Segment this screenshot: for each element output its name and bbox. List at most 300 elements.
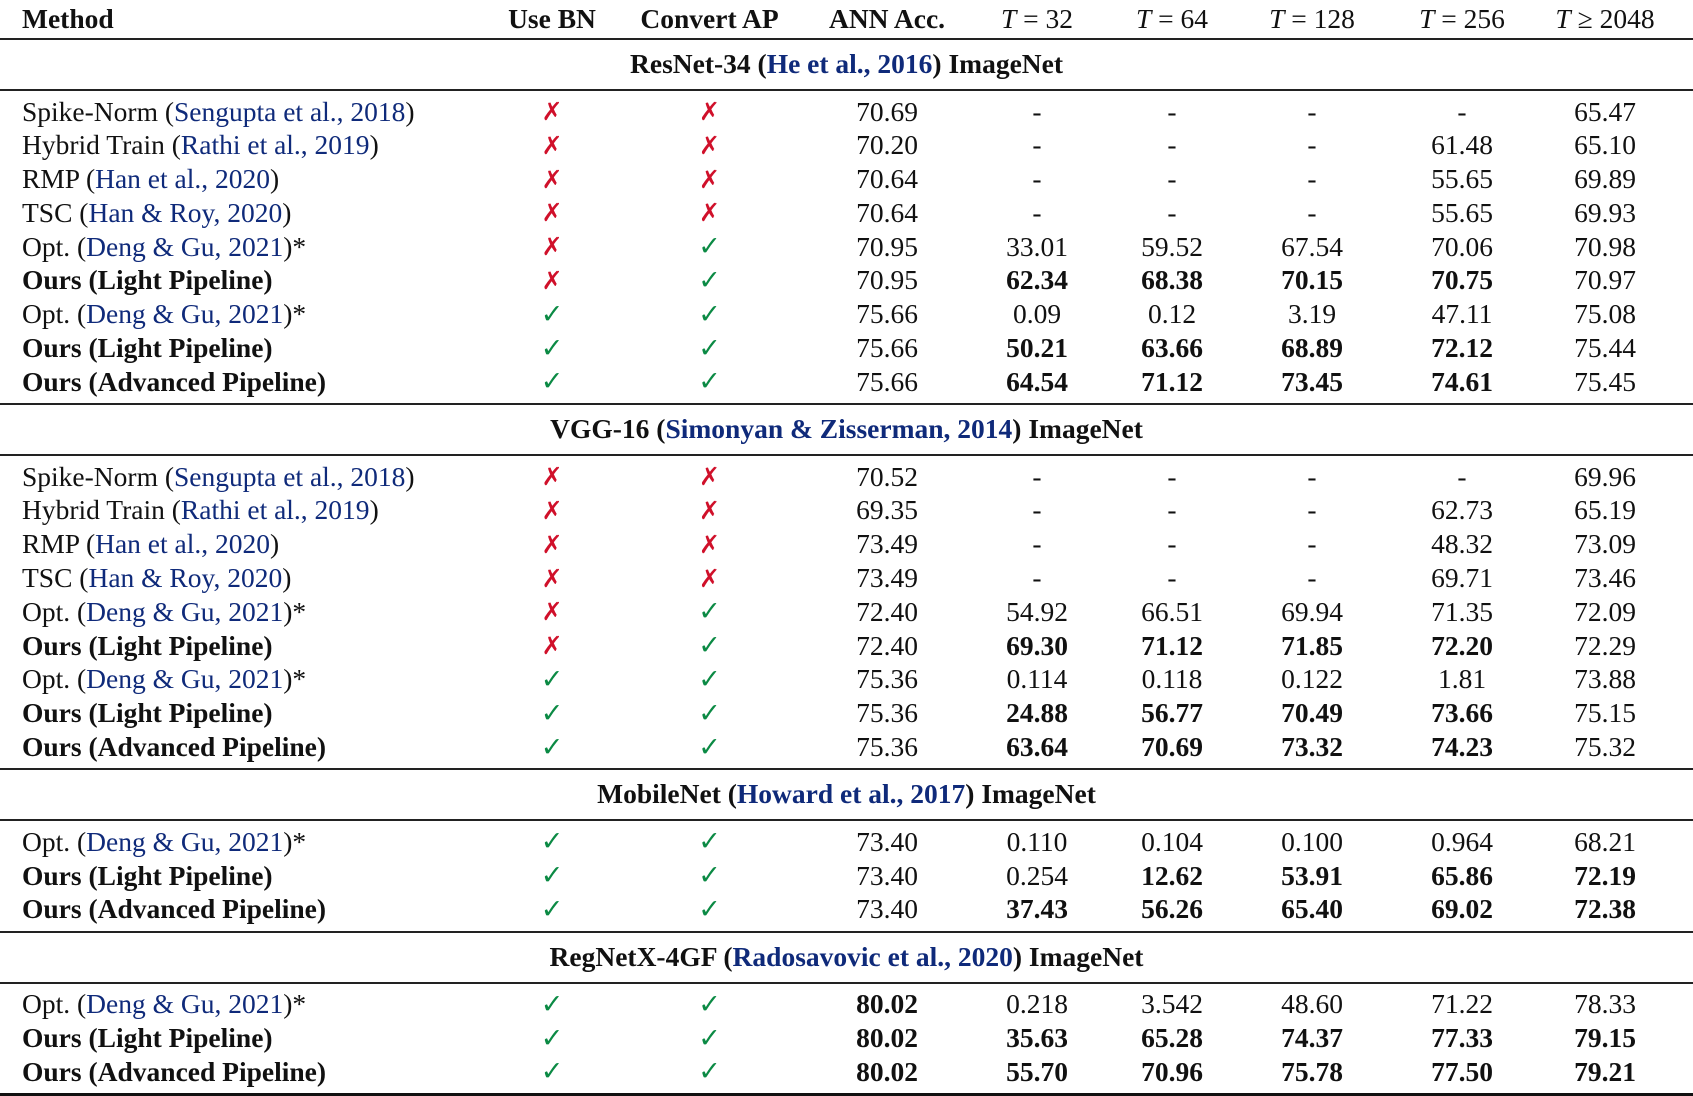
t64-cell: 56.77 [1141,697,1203,729]
t2048-cell: 70.98 [1574,230,1636,262]
use-bn-cell [492,893,612,932]
convert-ap-cell [612,332,807,366]
table-row [0,196,1693,230]
t64-cell: 56.26 [1141,893,1203,925]
cross-icon: ✗ [699,563,720,593]
method-name: Ours (Light Pipeline) [22,264,273,296]
t64-cell: - [1167,460,1177,492]
convert-ap-cell [612,230,807,264]
citation-link[interactable]: Deng & Gu, 2021 [86,663,284,695]
t32-cell: - [1032,163,1042,195]
method-suffix: ) [282,196,292,228]
convert-ap-cell [612,163,807,197]
header-t2048: T ≥ 2048 [1555,3,1655,35]
convert-ap-cell [612,365,807,404]
citation-link[interactable]: Han et al., 2020 [95,528,270,560]
t64-cell: - [1167,163,1177,195]
use-bn-cell [492,298,612,332]
check-icon: ✓ [698,264,721,296]
check-icon: ✓ [540,1022,564,1054]
method-cell [0,332,492,366]
method-cell [0,859,492,893]
use-bn-cell [492,859,612,893]
check-icon: ✓ [698,596,721,628]
cross-icon: ✗ [541,529,563,559]
method-name: Ours (Light Pipeline) [22,1022,273,1054]
use-bn-cell [492,494,612,528]
use-bn-cell [492,1055,612,1094]
t64-cell: 68.38 [1141,264,1203,296]
method-name: Opt. ( [22,595,87,627]
t2048-cell: 79.21 [1537,1055,1693,1094]
cross-icon: ✗ [541,265,563,295]
use-bn-cell [492,455,612,494]
cross-icon: ✗ [541,130,563,160]
citation-link[interactable]: He et al., 2016 [766,48,933,80]
citation-link[interactable]: Han et al., 2020 [95,163,270,195]
method-cell [0,163,492,197]
use-bn-cell [492,365,612,404]
convert-ap-cell [612,264,807,298]
table-row [0,983,1693,1022]
cross-icon: ✗ [699,495,720,525]
method-cell [0,983,492,1022]
check-icon: ✓ [698,893,721,925]
method-suffix: ) [405,460,415,492]
acc-cell: 70.64 [856,196,918,228]
t256-cell: 47.11 [1431,298,1493,330]
check-icon: ✓ [540,826,564,858]
convert-ap-cell [612,90,807,129]
convert-ap-cell [612,1022,807,1056]
t64-cell: 63.66 [1141,332,1203,364]
t256-cell: 72.20 [1431,629,1493,661]
check-icon: ✓ [698,231,721,263]
method-suffix: ) [282,562,292,594]
method-name: Spike-Norm ( [22,95,174,127]
method-suffix: )* [283,230,307,262]
convert-ap-cell [612,455,807,494]
method-suffix: ) [369,129,379,161]
t32-cell: - [1032,460,1042,492]
section-dataset: ) ImageNet [1012,413,1143,445]
t128-cell: 69.94 [1281,595,1343,627]
t64-cell: - [1167,528,1177,560]
method-name: Opt. ( [22,825,87,857]
method-cell [0,494,492,528]
check-icon: ✓ [698,663,721,695]
method-name: RMP ( [22,528,96,560]
convert-ap-cell [612,1055,807,1094]
t128-cell: - [1307,95,1317,127]
citation-link[interactable]: Deng & Gu, 2021 [86,825,284,857]
t256-cell: 74.61 [1431,365,1493,397]
citation-link[interactable]: Radosavovic et al., 2020 [732,940,1013,972]
section-header [0,932,1693,983]
t2048-cell: 69.93 [1574,196,1636,228]
t128-cell: 73.45 [1281,365,1343,397]
cross-icon: ✗ [541,462,563,492]
use-bn-cell [492,264,612,298]
convert-ap-cell [612,629,807,663]
citation-link[interactable]: Deng & Gu, 2021 [86,230,284,262]
use-bn-cell [492,595,612,629]
table-row [0,90,1693,129]
use-bn-cell [492,820,612,859]
t2048-cell: 75.08 [1574,298,1636,330]
t2048-cell: 65.47 [1574,95,1636,127]
table-row [0,562,1693,596]
cross-icon: ✗ [699,164,720,194]
check-icon: ✓ [540,860,564,892]
convert-ap-cell [612,663,807,697]
convert-ap-cell [612,196,807,230]
cross-icon: ✗ [541,563,563,593]
t64-cell: 0.12 [1147,298,1197,330]
check-icon: ✓ [540,988,564,1020]
acc-cell: 75.66 [856,365,918,397]
section-dataset: ) ImageNet [932,48,1063,80]
method-name: Ours (Light Pipeline) [22,332,273,364]
header-t32: T = 32 [1000,3,1074,35]
section-model: RegNetX-4GF ( [549,940,733,972]
use-bn-cell [492,663,612,697]
table-row [0,859,1693,893]
method-suffix: )* [283,825,307,857]
check-icon: ✓ [540,366,564,398]
t64-cell: - [1167,95,1177,127]
cross-icon: ✗ [541,97,563,126]
acc-cell: 70.95 [856,230,918,262]
method-cell [0,129,492,163]
t64-cell: 71.12 [1141,365,1203,397]
section-model: MobileNet ( [597,778,737,810]
table-row [0,129,1693,163]
use-bn-cell [492,562,612,596]
t256-cell: - [1457,95,1467,127]
t32-cell: 24.88 [1006,697,1068,729]
acc-cell: 70.20 [856,129,918,161]
t2048-cell: 73.09 [1574,528,1636,560]
t32-cell: 33.01 [1006,230,1068,262]
convert-ap-cell [612,129,807,163]
use-bn-cell [492,1022,612,1056]
method-suffix: )* [283,298,307,330]
table-body [0,39,1693,1095]
method-name: Ours (Light Pipeline) [22,859,273,891]
header-use-bn: Use BN [508,3,596,35]
t64-cell: - [1167,562,1177,594]
t32-cell: 0.09 [1012,298,1062,330]
t64-cell: - [1167,494,1177,526]
acc-cell: 72.40 [856,595,918,627]
acc-cell: 75.66 [856,332,918,364]
acc-cell: 70.69 [856,95,918,127]
method-cell [0,365,492,404]
acc-cell: 70.52 [856,460,918,492]
header-t128: T = 128 [1269,3,1355,35]
citation-link[interactable]: Sengupta et al., 2018 [174,95,406,127]
acc-cell: 69.35 [856,494,918,526]
t64-cell: 0.118 [1141,663,1203,695]
t128-cell: 73.32 [1281,731,1343,763]
t256-cell: 69.02 [1431,893,1493,925]
acc-cell: 73.49 [856,528,918,560]
check-icon: ✓ [698,1022,721,1054]
method-cell [0,893,492,932]
check-icon: ✓ [698,826,721,858]
table-row [0,893,1693,932]
method-suffix: ) [369,494,379,526]
section-header [0,39,1693,90]
citation-link[interactable]: Deng & Gu, 2021 [86,988,284,1020]
t256-cell: 77.33 [1431,1022,1493,1054]
t2048-cell: 75.15 [1574,697,1636,729]
method-name: TSC ( [22,562,89,594]
convert-ap-cell [612,528,807,562]
method-cell [0,629,492,663]
t2048-cell: 79.15 [1574,1022,1636,1054]
t32-cell: 64.54 [1006,365,1068,397]
table-row [0,697,1693,731]
convert-ap-cell [612,820,807,859]
acc-cell: 75.36 [856,731,918,763]
t2048-cell: 69.96 [1574,460,1636,492]
table-row [0,595,1693,629]
method-name: Ours (Advanced Pipeline) [22,1055,327,1087]
acc-cell: 75.36 [856,663,918,695]
method-name: Opt. ( [22,230,87,262]
check-icon: ✓ [540,1056,564,1088]
t2048-cell: 70.97 [1574,264,1636,296]
method-name: Hybrid Train ( [22,494,181,526]
t128-cell: - [1307,196,1317,228]
t256-cell: 71.22 [1431,988,1493,1020]
convert-ap-cell [612,494,807,528]
section-model: ResNet-34 ( [630,48,767,80]
t128-cell: 67.54 [1281,230,1343,262]
t256-cell: 69.71 [1431,562,1493,594]
t32-cell: - [1032,196,1042,228]
t32-cell: 69.30 [1006,629,1068,661]
check-icon: ✓ [698,988,721,1020]
use-bn-cell [492,629,612,663]
method-cell [0,562,492,596]
citation-link[interactable]: Sengupta et al., 2018 [174,460,406,492]
section-header [0,769,1693,820]
acc-cell: 80.02 [856,1022,918,1054]
citation-link[interactable]: Han & Roy, 2020 [88,196,283,228]
convert-ap-cell [612,859,807,893]
method-cell [0,595,492,629]
table-row [0,264,1693,298]
header-t256: T = 256 [1419,3,1505,35]
table-row [0,528,1693,562]
check-icon: ✓ [540,893,564,925]
t2048-cell: 75.44 [1574,332,1636,364]
convert-ap-cell [612,983,807,1022]
check-icon: ✓ [540,332,564,364]
t128-cell: 0.100 [1281,825,1343,857]
t256-cell: 74.23 [1431,731,1493,763]
t128-cell: 3.19 [1287,298,1337,330]
section-dataset: ) ImageNet [965,778,1096,810]
cross-icon: ✗ [541,495,563,525]
t128-cell: - [1307,163,1317,195]
t256-cell: - [1457,460,1467,492]
table-row [0,820,1693,859]
method-cell [0,663,492,697]
method-cell [0,731,492,770]
cross-icon: ✗ [699,529,720,559]
convert-ap-cell [612,893,807,932]
method-name: Opt. ( [22,988,87,1020]
t2048-cell: 72.38 [1574,893,1636,925]
header-row [0,0,1693,39]
acc-cell: 70.95 [856,264,918,296]
table-row [0,365,1693,404]
use-bn-cell [492,983,612,1022]
t128-cell: 70.49 [1281,697,1343,729]
method-cell [0,528,492,562]
method-suffix: )* [283,988,307,1020]
t64-cell: - [1167,196,1177,228]
method-cell [0,1055,492,1094]
use-bn-cell [492,332,612,366]
t128-cell: - [1307,528,1317,560]
t32-cell: 62.34 [1006,264,1068,296]
t256-cell: 55.65 [1431,163,1493,195]
citation-link[interactable]: Rathi et al., 2019 [180,129,370,161]
use-bn-cell [492,528,612,562]
t64-cell: 12.62 [1141,859,1203,891]
t32-cell: 0.218 [1006,988,1068,1020]
t32-cell: 0.114 [1006,663,1068,695]
method-name: Opt. ( [22,663,87,695]
acc-cell: 73.40 [856,893,918,925]
t32-cell: 55.70 [967,1055,1107,1094]
header-ann-acc: ANN Acc. [828,3,946,35]
method-name: Ours (Light Pipeline) [22,629,273,661]
t128-cell: - [1307,494,1317,526]
section-dataset: ) ImageNet [1012,940,1144,972]
t64-cell: 3.542 [1141,988,1203,1020]
use-bn-cell [492,90,612,129]
t32-cell: 54.92 [1006,595,1068,627]
check-icon: ✓ [698,1056,721,1088]
use-bn-cell [492,196,612,230]
check-icon: ✓ [698,731,721,763]
citation-link[interactable]: Rathi et al., 2019 [180,494,370,526]
method-name: Ours (Advanced Pipeline) [22,731,327,763]
table-row [0,1055,1693,1094]
method-cell [0,264,492,298]
convert-ap-cell [612,562,807,596]
citation-link[interactable]: Deng & Gu, 2021 [86,298,284,330]
t128-cell: 65.40 [1281,893,1343,925]
cross-icon: ✗ [699,462,720,492]
t128-cell: 75.78 [1237,1055,1387,1094]
acc-cell: 75.66 [856,298,918,330]
method-name: Ours (Advanced Pipeline) [22,365,327,397]
check-icon: ✓ [698,366,721,398]
t128-cell: 0.122 [1281,663,1343,695]
t128-cell: 53.91 [1281,859,1343,891]
t256-cell: 73.66 [1431,697,1493,729]
check-icon: ✓ [540,731,564,763]
section-title [0,769,1693,820]
use-bn-cell [492,163,612,197]
citation-link[interactable]: Howard et al., 2017 [736,778,966,810]
method-name: TSC ( [22,196,89,228]
t32-cell: 63.64 [1006,731,1068,763]
citation-link[interactable]: Simonyan & Zisserman, 2014 [665,413,1013,445]
method-name: Ours (Advanced Pipeline) [22,893,327,925]
t64-cell: 66.51 [1141,595,1203,627]
check-icon: ✓ [540,697,564,729]
citation-link[interactable]: Deng & Gu, 2021 [86,595,284,627]
t2048-cell: 72.09 [1574,595,1636,627]
t256-cell: 70.06 [1431,230,1493,262]
acc-cell: 73.49 [856,562,918,594]
t256-cell: 48.32 [1431,528,1493,560]
t128-cell: - [1307,562,1317,594]
t32-cell: 37.43 [1006,893,1068,925]
t2048-cell: 75.45 [1574,365,1636,397]
check-icon: ✓ [698,697,721,729]
t32-cell: 35.63 [1006,1022,1068,1054]
use-bn-cell [492,129,612,163]
t64-cell: 70.96 [1107,1055,1237,1094]
cross-icon: ✗ [541,164,563,194]
t128-cell: - [1307,129,1317,161]
t2048-cell: 72.19 [1574,859,1636,891]
method-cell [0,230,492,264]
check-icon: ✓ [698,332,721,364]
method-name: Opt. ( [22,298,87,330]
t128-cell: 74.37 [1281,1022,1343,1054]
section-title [0,932,1693,983]
t256-cell: 65.86 [1431,859,1493,891]
table-row [0,629,1693,663]
t2048-cell: 78.33 [1574,988,1636,1020]
use-bn-cell [492,697,612,731]
t64-cell: 70.69 [1141,731,1203,763]
section-model: VGG-16 ( [550,413,666,445]
t256-cell: 55.65 [1431,196,1493,228]
t256-cell: 0.964 [1431,825,1493,857]
t32-cell: - [1032,528,1042,560]
cross-icon: ✗ [541,631,563,661]
t128-cell: 70.15 [1281,264,1343,296]
header-t64: T = 64 [1135,3,1209,35]
header-method: Method [22,3,114,35]
method-cell [0,697,492,731]
check-icon: ✓ [540,663,564,695]
table-row [0,663,1693,697]
t2048-cell: 73.46 [1574,562,1636,594]
t32-cell: 50.21 [1006,332,1068,364]
t64-cell: 0.104 [1141,825,1203,857]
t32-cell: - [1032,95,1042,127]
check-icon: ✓ [540,298,564,330]
t2048-cell: 68.21 [1574,825,1636,857]
table-row [0,230,1693,264]
t2048-cell: 69.89 [1574,163,1636,195]
citation-link[interactable]: Han & Roy, 2020 [88,562,283,594]
t64-cell: 65.28 [1141,1022,1203,1054]
section-title [0,404,1693,455]
